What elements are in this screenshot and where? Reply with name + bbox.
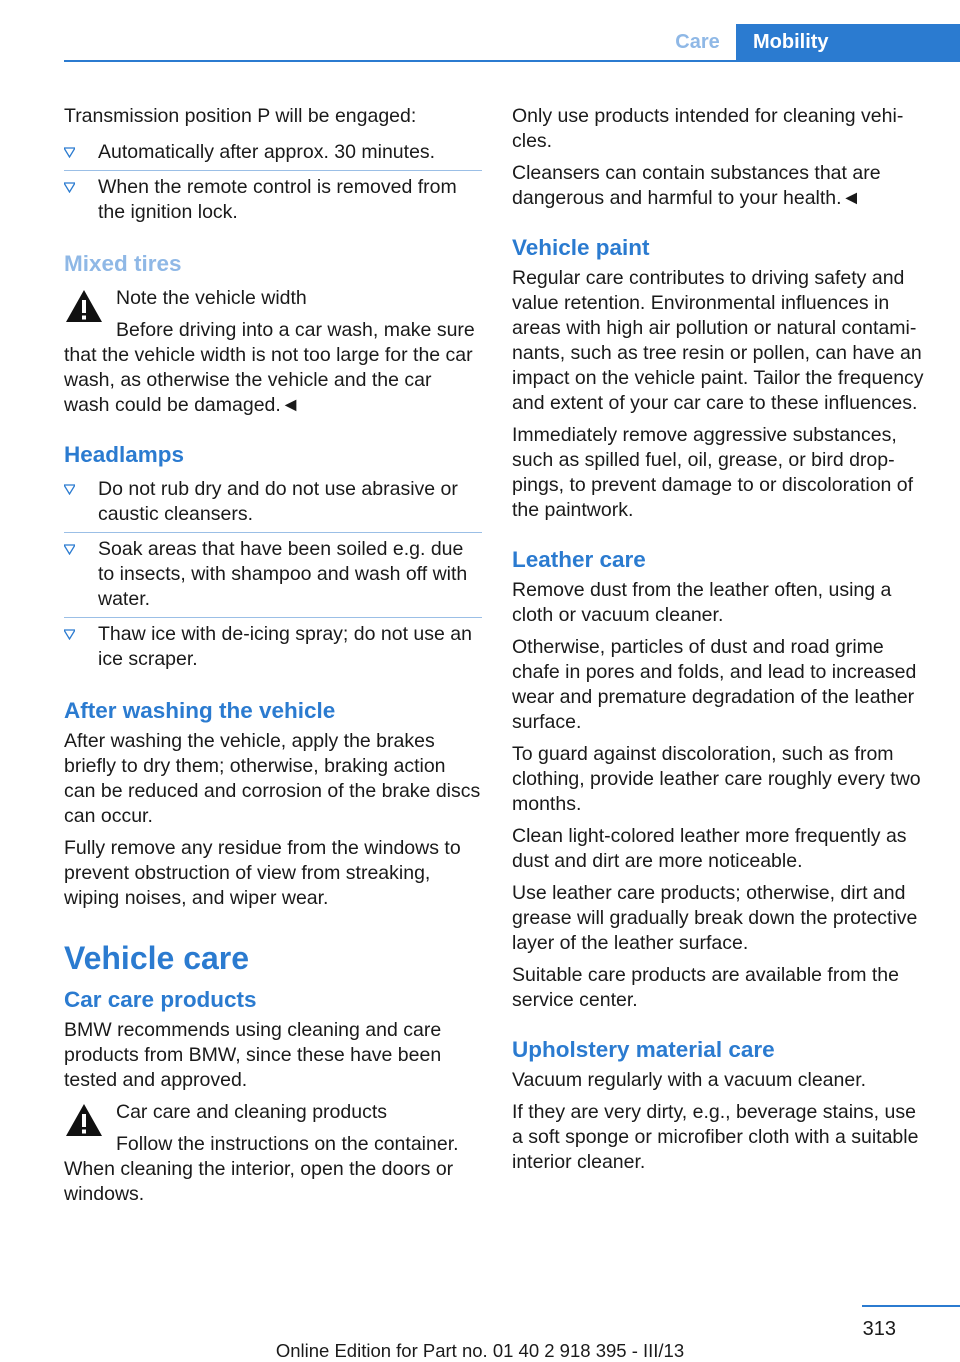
footer-rule	[862, 1305, 960, 1307]
list-item	[64, 533, 482, 618]
list-item	[64, 618, 482, 677]
warning-text-rest: that the vehicle width is not too large for the car wash, as otherwise the vehicle and the car wash could be damaged.◄	[64, 344, 473, 416]
warning-text-first: Follow the instructions on the container.	[116, 1133, 459, 1155]
list-item	[64, 171, 482, 230]
leather-care-text-2: Otherwise, particles of dust and road grime chafe in pores and folds, and lead to increased wear and premature degradation of the leather surface.	[512, 636, 917, 733]
headlamps-heading: Headlamps	[64, 442, 185, 467]
warning-text-rest: When cleaning the interior, open the doors or windows.	[64, 1158, 454, 1205]
leather-care-heading: Leather care	[512, 547, 646, 572]
vehicle-care-heading: Vehicle care	[64, 940, 250, 976]
after-washing-text-1: After washing the vehicle, apply the brakes briefly to dry them; otherwise, braking action can be reduced and corrosion of the brake discs can occur.	[64, 730, 481, 827]
cleansers-warning-text: Cleansers can contain substances that are dangerous and harmful to your health.◄	[512, 162, 881, 209]
list-item	[64, 136, 482, 171]
car-care-products-text: BMW recommends using cleaning and care products from BMW, since these have been tested and approved.	[64, 1019, 442, 1091]
vehicle-paint-text-1: Regular care contributes to driving safety and value retention. Environmental influences in areas with high air pollution or natural contaminants, such as tree resin or pollen, can have an impact on the vehicle paint. Tailor the frequency and extent of your car care to these influences.	[512, 267, 924, 414]
warning-icon	[64, 288, 104, 324]
transmission-intro: Transmission position P will be engaged:	[64, 105, 417, 127]
vehicle-paint-heading: Vehicle paint	[512, 235, 650, 260]
transmission-list	[64, 136, 482, 230]
tab-mobility[interactable]: Mobility	[736, 24, 960, 61]
tab-care[interactable]: Care	[675, 31, 720, 53]
header-rule	[64, 60, 960, 62]
triangle-bullet-icon	[64, 477, 98, 502]
edition-footer: Online Edition for Part no. 01 40 2 918 395 - III/13	[275, 1340, 685, 1361]
warning-note-vehicle-width	[64, 286, 482, 343]
list-item-text: When the remote control is removed from the ignition lock.	[98, 176, 457, 223]
upholstery-text-2: If they are very dirty, e.g., beverage stains, use a soft sponge or microfiber cloth with a suitable interior cleaner.	[512, 1101, 919, 1173]
warning-icon	[64, 1102, 104, 1138]
warning-car-care-products	[64, 1100, 482, 1157]
after-washing-heading: After washing the vehicle	[64, 698, 336, 723]
list-item	[64, 473, 482, 533]
triangle-bullet-icon	[64, 175, 98, 200]
mixed-tires-heading: Mixed tires	[64, 251, 182, 276]
page-number: 313	[862, 1318, 896, 1340]
leather-care-text-4: Clean light-colored leather more frequently as dust and dirt are more noticeable.	[512, 825, 907, 872]
warning-text-first: Before driving into a car wash, make sure	[116, 319, 475, 341]
list-item-text: Automatically after approx. 30 minutes.	[98, 141, 436, 163]
triangle-bullet-icon	[64, 537, 98, 562]
cleaning-products-text: Only use products intended for cleaning vehicles.	[512, 105, 904, 152]
list-item-text: Soak areas that have been soiled e.g. due to insects, with shampoo and wash off with water.	[98, 538, 468, 610]
right-column	[512, 104, 930, 1182]
triangle-bullet-icon	[64, 140, 98, 165]
leather-care-text-1: Remove dust from the leather often, using a cloth or vacuum cleaner.	[512, 579, 892, 626]
upholstery-heading: Upholstery material care	[512, 1037, 775, 1062]
list-item-text: Thaw ice with de-icing spray; do not use an ice scraper.	[98, 623, 472, 670]
triangle-bullet-icon	[64, 622, 98, 647]
leather-care-text-5: Use leather care products; otherwise, dirt and grease will gradually break down the protective layer of the leather surface.	[512, 882, 918, 954]
vehicle-paint-text-2: Immediately remove aggressive substances, such as spilled fuel, oil, grease, or bird droppings, to prevent damage to or discoloration of the paintwork.	[512, 424, 914, 521]
warning-title: Car care and cleaning products	[116, 1101, 387, 1123]
list-item-text: Do not rub dry and do not use abrasive or caustic cleansers.	[98, 478, 458, 525]
leather-care-text-3: To guard against discoloration, such as from clothing, provide leather care roughly every two months.	[512, 743, 921, 815]
headlamps-list	[64, 473, 482, 677]
left-column	[64, 104, 482, 1214]
after-washing-text-2: Fully remove any residue from the windows to prevent obstruction of view from streaking, wiping noises, and wiper wear.	[64, 837, 461, 909]
car-care-products-heading: Car care products	[64, 987, 257, 1012]
leather-care-text-6: Suitable care products are available from the service center.	[512, 964, 899, 1011]
warning-title: Note the vehicle width	[116, 287, 307, 309]
upholstery-text-1: Vacuum regularly with a vacuum cleaner.	[512, 1069, 867, 1091]
